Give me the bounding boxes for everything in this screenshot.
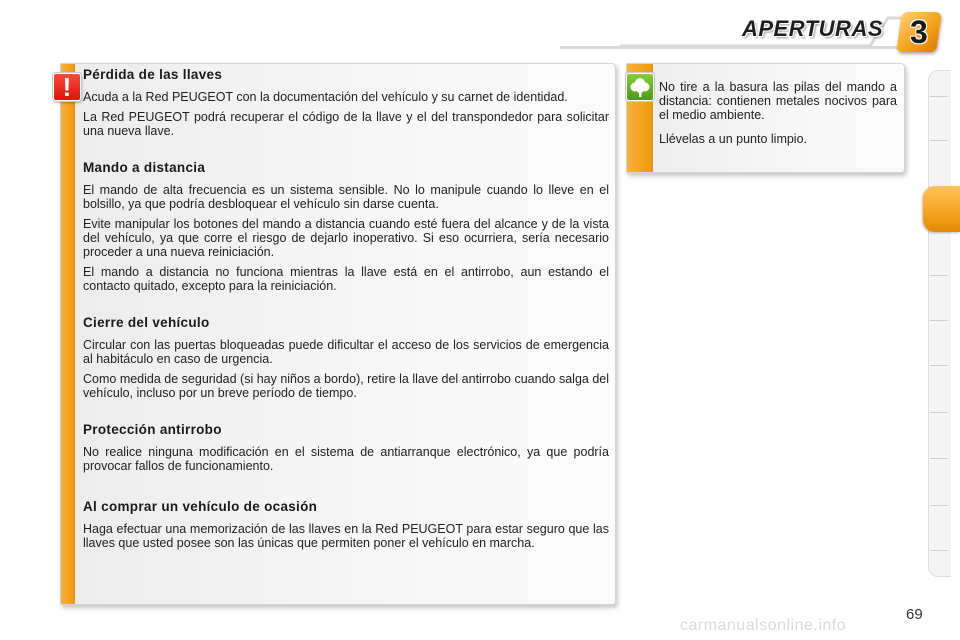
eco-tip-content — [659, 80, 897, 152]
paragraph: Circular con las puertas bloqueadas puede dificultar el acceso de los servicios de emergencia al habitáculo en caso de urgencia. — [83, 338, 609, 366]
tab-divider — [930, 505, 948, 506]
section-vehicle-locking — [83, 315, 609, 400]
active-chapter-tab[interactable] — [923, 186, 960, 232]
paragraph: No tire a la basura las pilas del mando a distancia: contienen metales nocivos para el medio ambiente. — [659, 80, 897, 122]
paragraph: No realice ninguna modificación en el sistema de antiarranque electrónico, ya que podría provocar fallos de funcionamiento. — [83, 445, 609, 473]
tab-divider — [930, 458, 948, 459]
section-title: Al comprar un vehículo de ocasión — [83, 499, 318, 514]
tab-divider — [930, 412, 948, 413]
section-title: Mando a distancia — [83, 160, 206, 175]
paragraph: El mando de alta frecuencia es un sistema sensible. No lo manipule cuando lo lleve en el bolsillo, ya que podría desbloquear el vehículo sin darse cuenta. — [83, 183, 609, 211]
chapter-number: 3 — [910, 14, 928, 50]
chapter-title: APERTURAS — [742, 16, 884, 41]
section-title: Cierre del vehículo — [83, 315, 210, 330]
section-used-vehicle — [83, 499, 609, 550]
paragraph: Como medida de seguridad (si hay niños a bordo), retire la llave del antirrobo cuando salga del vehículo, incluso por un breve período de tiempo. — [83, 372, 610, 400]
paragraph: El mando a distancia no funciona mientras la llave está en el antirrobo, aun estando el contacto quitado, excepto para la reiniciación. — [83, 265, 609, 293]
section-remote-control — [83, 160, 609, 293]
section-title: Pérdida de las llaves — [83, 67, 223, 82]
warning-icon: ! — [53, 73, 81, 101]
eco-tree-icon — [626, 73, 654, 101]
section-title: Protección antirrobo — [83, 422, 222, 437]
tab-divider — [930, 365, 948, 366]
tab-divider — [930, 96, 948, 97]
section-antitheft — [83, 422, 609, 473]
paragraph: Haga efectuar una memorización de las llaves en la Red PEUGEOT para estar seguro que las llaves que usted posee son las únicas que permiten poner el vehículo en marcha. — [83, 522, 609, 550]
tab-divider — [930, 320, 948, 321]
paragraph: Evite manipular los botones del mando a distancia cuando esté fuera del alcance y de la vista del vehículo, ya que corre el riesgo de dejarlo inoperativo. Si eso ocurriera, sería necesario proceder a una nueva reiniciación. — [83, 217, 609, 259]
main-content — [83, 67, 609, 556]
paragraph: Llévelas a un punto limpio. — [659, 132, 808, 146]
watermark: carmanualsonline.info — [680, 617, 847, 634]
chapter-badge — [896, 12, 942, 52]
chapter-tab-strip — [928, 70, 951, 577]
tab-divider — [930, 275, 948, 276]
tab-divider — [930, 140, 948, 141]
paragraph: La Red PEUGEOT podrá recuperar el código de la llave y el del transpondedor para solicitar una nueva llave. — [83, 110, 609, 138]
paragraph: Acuda a la Red PEUGEOT con la documentación del vehículo y su carnet de identidad. — [83, 90, 568, 104]
section-lost-keys — [83, 67, 609, 138]
panel-accent-bar — [61, 64, 75, 604]
page-number: 69 — [906, 606, 923, 623]
tab-divider — [930, 550, 948, 551]
